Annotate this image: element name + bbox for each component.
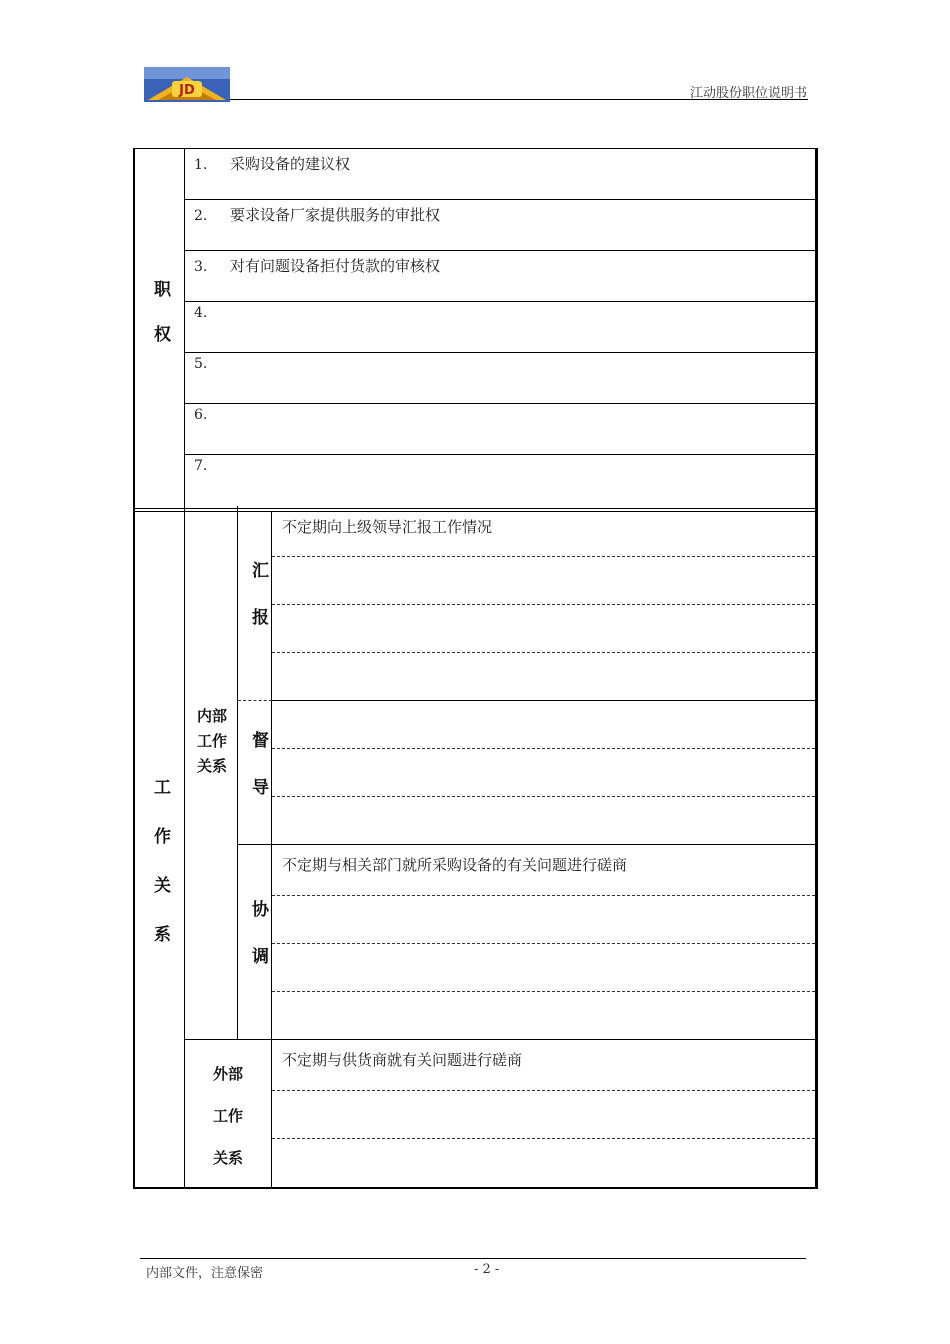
table-bottom-border bbox=[133, 1187, 818, 1189]
dashed-line bbox=[272, 895, 815, 896]
authority-item-7: 7. bbox=[194, 458, 208, 474]
dashed-line bbox=[272, 1090, 815, 1091]
content-column-divider bbox=[271, 512, 272, 1188]
page-number: - 2 - bbox=[474, 1262, 500, 1277]
dashed-line bbox=[272, 943, 815, 944]
row-line bbox=[185, 301, 815, 302]
authority-item-2: 2. 要求设备厂家提供服务的审批权 bbox=[194, 206, 441, 224]
coordinate-label: 协调 bbox=[248, 900, 268, 994]
coordinate-text: 不定期与相关部门就所采购设备的有关问题进行磋商 bbox=[282, 856, 628, 874]
report-label: 汇报 bbox=[248, 561, 268, 655]
row-line bbox=[272, 700, 815, 701]
row-line bbox=[238, 844, 815, 845]
authority-item-3: 3. 对有问题设备拒付货款的审核权 bbox=[194, 257, 441, 275]
section-divider-inner bbox=[133, 511, 818, 512]
authority-item-1: 1. 采购设备的建议权 bbox=[194, 155, 351, 173]
dashed-line bbox=[272, 796, 815, 797]
table-left-border bbox=[133, 148, 135, 1188]
row-line bbox=[185, 352, 815, 353]
internal-subcolumn-divider bbox=[237, 506, 238, 1039]
dashed-line bbox=[272, 652, 815, 653]
row-line bbox=[185, 454, 815, 455]
authority-label: 职权 bbox=[150, 280, 170, 370]
footer-confidential: 内部文件，注意保密 bbox=[146, 1266, 264, 1281]
supervise-label: 督导 bbox=[248, 731, 268, 825]
company-logo bbox=[144, 67, 230, 102]
label-column-divider bbox=[184, 148, 185, 1188]
row-line bbox=[185, 199, 815, 200]
report-text: 不定期向上级领导汇报工作情况 bbox=[282, 518, 493, 536]
relations-label: 工作关系 bbox=[150, 778, 170, 974]
row-line bbox=[185, 1039, 815, 1040]
external-relations-label: 外部 工作 关系 bbox=[212, 1065, 243, 1167]
dashed-line bbox=[272, 1138, 815, 1139]
row-line bbox=[185, 250, 815, 251]
row-line bbox=[185, 403, 815, 404]
document-title: 江动股份职位说明书 bbox=[689, 86, 807, 101]
authority-item-4: 4. bbox=[194, 305, 208, 321]
external-text: 不定期与供货商就有关问题进行磋商 bbox=[282, 1051, 523, 1069]
dashed-line bbox=[238, 700, 272, 701]
table-right-border bbox=[815, 148, 818, 1188]
dashed-line bbox=[272, 748, 815, 749]
authority-item-5: 5. bbox=[194, 356, 208, 372]
authority-item-6: 6. bbox=[194, 407, 208, 423]
table-top-border bbox=[133, 148, 818, 149]
internal-relations-label: 内部 工作 关系 bbox=[196, 707, 227, 775]
dashed-line bbox=[272, 604, 815, 605]
svg-text:JD: JD bbox=[179, 83, 195, 98]
dashed-line bbox=[272, 556, 815, 557]
section-divider bbox=[133, 508, 818, 509]
footer-divider bbox=[140, 1258, 806, 1259]
dashed-line bbox=[272, 991, 815, 992]
